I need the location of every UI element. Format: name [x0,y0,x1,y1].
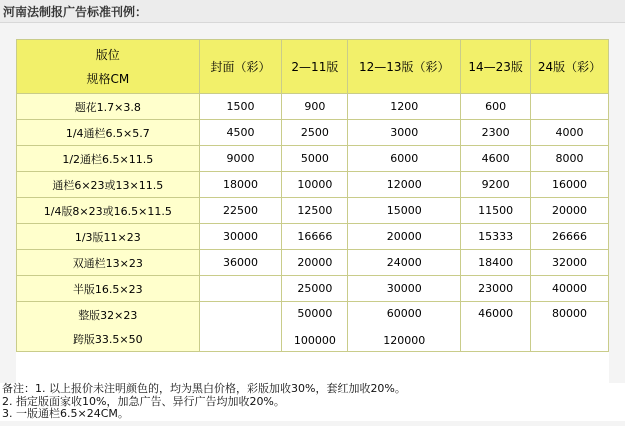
price-spread: 100000 [293,334,336,347]
row-spec: 1/4版8×23或16.5×11.5 [17,198,200,224]
price-cell: 10000 [282,172,348,198]
content-panel [0,23,625,426]
row-spec [17,302,200,352]
table-row [17,302,609,352]
table-row [17,250,609,276]
price-cell: 6000 [348,146,461,172]
price-cell [531,94,609,120]
note-line: 备注：1. 以上报价未注明颜色的，均为黑白价格，彩版加收30%，套红加收20%。 [2,382,406,395]
note-line: 2. 指定版面家收10%，加急广告、异行广告均加收20%。 [2,394,285,408]
price-cell: 20000 [282,250,348,276]
price-cell: 9000 [199,146,282,172]
table-row [17,198,609,224]
header-spec [17,40,200,94]
row-spec: 双通栏13×23 [17,250,200,276]
price-cell: 18000 [199,172,282,198]
price-cell: 30000 [199,224,282,250]
price-cell: 18400 [461,250,531,276]
row-spec: 题花1.7×3.8 [17,94,200,120]
price-full-page: 80000 [552,307,588,320]
price-cell: 25000 [282,276,348,302]
table-container [16,39,609,394]
price-cell: 2300 [461,120,531,146]
price-cell: 20000 [531,198,609,224]
price-cell [199,276,282,302]
row-spec-full-page: 整版32×23 [78,309,138,322]
price-cell: 15000 [348,198,461,224]
price-cell: 1200 [348,94,461,120]
notes [0,383,625,421]
table-row [17,224,609,250]
price-cell: 22500 [199,198,282,224]
price-full-page: 50000 [297,307,333,320]
header-col-12-13: 12—13版（彩） [348,40,461,94]
price-cell [461,302,531,352]
price-full-page: 60000 [386,307,422,320]
price-cell: 24000 [348,250,461,276]
note-line: 3. 一版通栏6.5×24CM。 [2,407,129,420]
price-cell: 600 [461,94,531,120]
table-row [17,172,609,198]
price-cell: 11500 [461,198,531,224]
header-spec-top: 版位 [95,47,120,62]
price-cell: 2500 [282,120,348,146]
header-spec-bottom: 规格CM [86,71,130,86]
header-col-2-11: 2—11版 [282,40,348,94]
price-spread: 120000 [383,334,426,347]
header-row [17,40,609,94]
price-cell: 9200 [461,172,531,198]
price-cell: 16666 [282,224,348,250]
header-col-14-23: 14—23版 [461,40,531,94]
price-full-page: 46000 [478,307,514,320]
price-cell: 12000 [348,172,461,198]
price-cell: 5000 [282,146,348,172]
price-cell [199,302,282,352]
price-cell: 36000 [199,250,282,276]
price-cell: 4600 [461,146,531,172]
row-spec: 1/4通栏6.5×5.7 [17,120,200,146]
header-col-24: 24版（彩） [531,40,609,94]
row-spec-spread: 跨版33.5×50 [72,333,143,346]
table-body [17,94,609,352]
table-row [17,276,609,302]
price-cell [348,302,461,352]
price-cell: 12500 [282,198,348,224]
row-spec: 半版16.5×23 [17,276,200,302]
row-spec: 1/3版11×23 [17,224,200,250]
price-cell: 26666 [531,224,609,250]
price-cell [282,302,348,352]
price-cell: 23000 [461,276,531,302]
price-cell: 15333 [461,224,531,250]
row-spec: 1/2通栏6.5×11.5 [17,146,200,172]
rate-table [16,39,609,352]
row-spec: 通栏6×23或13×11.5 [17,172,200,198]
page-title: 河南法制报广告标准刊例： [3,5,148,19]
price-cell: 3000 [348,120,461,146]
price-cell [531,302,609,352]
table-row [17,94,609,120]
table-row [17,146,609,172]
header-col-cover: 封面（彩） [199,40,282,94]
price-cell: 30000 [348,276,461,302]
price-cell: 4500 [199,120,282,146]
price-cell: 900 [282,94,348,120]
price-cell: 32000 [531,250,609,276]
price-cell: 8000 [531,146,609,172]
price-cell: 1500 [199,94,282,120]
title-bar [0,0,625,23]
price-cell: 40000 [531,276,609,302]
price-cell: 16000 [531,172,609,198]
price-cell: 4000 [531,120,609,146]
price-cell: 20000 [348,224,461,250]
table-row [17,120,609,146]
